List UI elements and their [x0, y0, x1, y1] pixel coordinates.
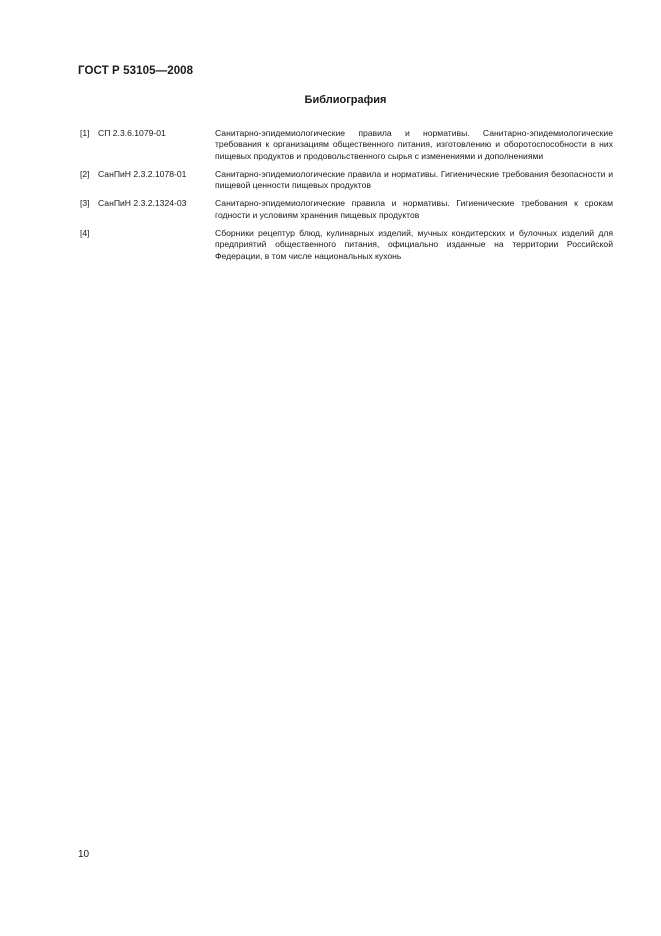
- bibliography-entry-number: [2]: [80, 168, 90, 179]
- bibliography-entry-description: Санитарно-эпидемиологические правила и нормативы. Гигиенические требования к срокам годности и условиям хранения пищевых продуктов: [215, 198, 613, 220]
- bibliography-list: [80, 128, 614, 269]
- bibliography-entry-ref: [80, 198, 215, 221]
- bibliography-entry-ref: [80, 228, 215, 262]
- bibliography-entry-ref: [80, 169, 215, 192]
- bibliography-entry-1: [80, 128, 614, 162]
- bibliography-entry-code: СП 2.3.6.1079-01: [98, 128, 166, 138]
- bibliography-entry-description: Санитарно-эпидемиологические правила и нормативы. Санитарно-эпидемиологические требования к организациям общественного питания, изготовлению и оборотоспособности в них пищевых продуктов и продовольственного сырья с изменениями и дополнениями: [215, 128, 613, 161]
- bibliography-entry-3: [80, 198, 614, 221]
- bibliography-entry-code: СанПиН 2.3.2.1078-01: [98, 168, 187, 179]
- bibliography-entry-description: Санитарно-эпидемиологические правила и нормативы. Гигиенические требования безопасности и пищевой ценности пищевых продуктов: [215, 168, 613, 191]
- page-number: 10: [78, 849, 90, 860]
- bibliography-title: Библиография: [304, 94, 387, 106]
- bibliography-entry-number: [1]: [80, 128, 90, 138]
- bibliography-entry-4: [80, 228, 614, 262]
- bibliography-entry-ref: [80, 128, 215, 162]
- document-header: ГОСТ Р 53105—2008: [78, 65, 194, 77]
- bibliography-entry-number: [3]: [80, 198, 90, 209]
- bibliography-entry-2: [80, 169, 614, 192]
- bibliography-entry-number: [4]: [80, 228, 90, 239]
- bibliography-entry-code: СанПиН 2.3.2.1324-03: [98, 198, 187, 209]
- bibliography-entry-description: Сборники рецептур блюд, кулинарных изделий, мучных кондитерских и булочных изделий для предприятий общественного питания, официально изданные на территории Российской Федерации, в том числе национальных кухонь: [215, 228, 613, 261]
